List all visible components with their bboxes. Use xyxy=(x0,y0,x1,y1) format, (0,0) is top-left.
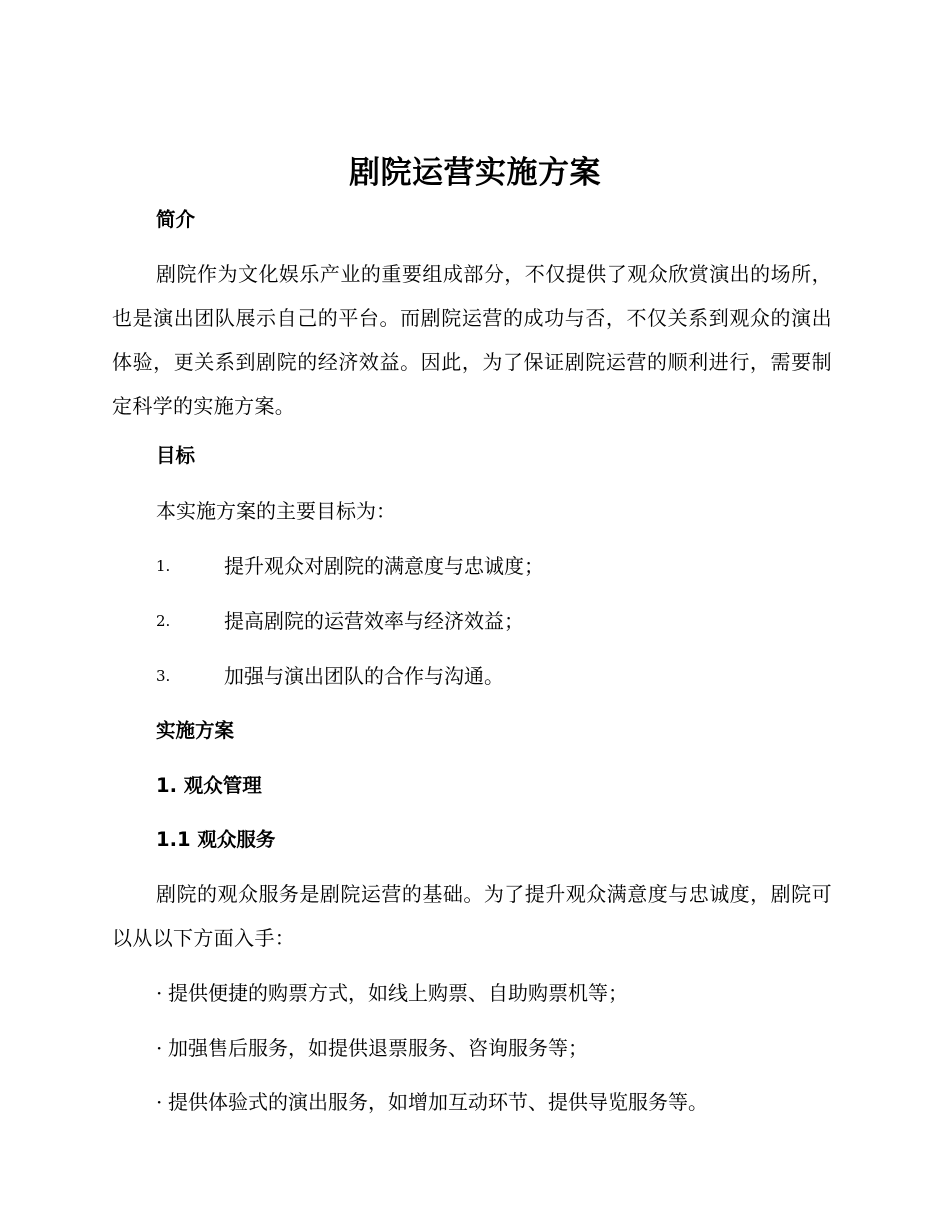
subsection-heading-audience: 1. 观众管理 xyxy=(156,774,262,797)
intro-paragraph: 剧院作为文化娱乐产业的重要组成部分，不仅提供了观众欣赏演出的场所，也是演出团队展示自己的平台。而剧院运营的成功与否，不仅关系到观众的演出体验，更关系到剧院的经济效益。因此，为了保证剧院运营的顺利进行，需要制定科学的实施方案。 xyxy=(112,262,832,418)
bullet-text: 提供体验式的演出服务，如增加互动环节、提供导览服务等。 xyxy=(168,1090,708,1114)
document-title: 剧院运营实施方案 xyxy=(349,155,601,191)
bullet-text: 加强售后服务，如提供退票服务、咨询服务等； xyxy=(168,1036,588,1060)
bullet-mark: · xyxy=(156,981,163,1005)
section-heading-intro: 简介 xyxy=(156,208,196,231)
bullet-item xyxy=(156,1033,588,1063)
list-number: 3. xyxy=(156,667,171,685)
bullet-item xyxy=(156,1087,708,1117)
bullet-item xyxy=(156,978,628,1008)
list-text: 提升观众对剧院的满意度与忠诚度； xyxy=(224,554,544,578)
bullet-mark: · xyxy=(156,1036,163,1060)
goal-lead-text: 本实施方案的主要目标为： xyxy=(156,499,396,523)
section-heading-plan: 实施方案 xyxy=(156,719,235,742)
list-text: 加强与演出团队的合作与沟通。 xyxy=(224,664,504,688)
bullet-mark: · xyxy=(156,1090,163,1114)
subsection-heading-audience-service: 1.1 观众服务 xyxy=(156,828,276,851)
list-number: 1. xyxy=(156,557,171,575)
list-number: 2. xyxy=(156,612,171,630)
list-text: 提高剧院的运营效率与经济效益； xyxy=(224,609,524,633)
bullet-text: 提供便捷的购票方式，如线上购票、自助购票机等； xyxy=(168,981,628,1005)
service-paragraph: 剧院的观众服务是剧院运营的基础。为了提升观众满意度与忠诚度，剧院可以从以下方面入手： xyxy=(112,882,832,950)
section-heading-goal: 目标 xyxy=(156,444,196,467)
